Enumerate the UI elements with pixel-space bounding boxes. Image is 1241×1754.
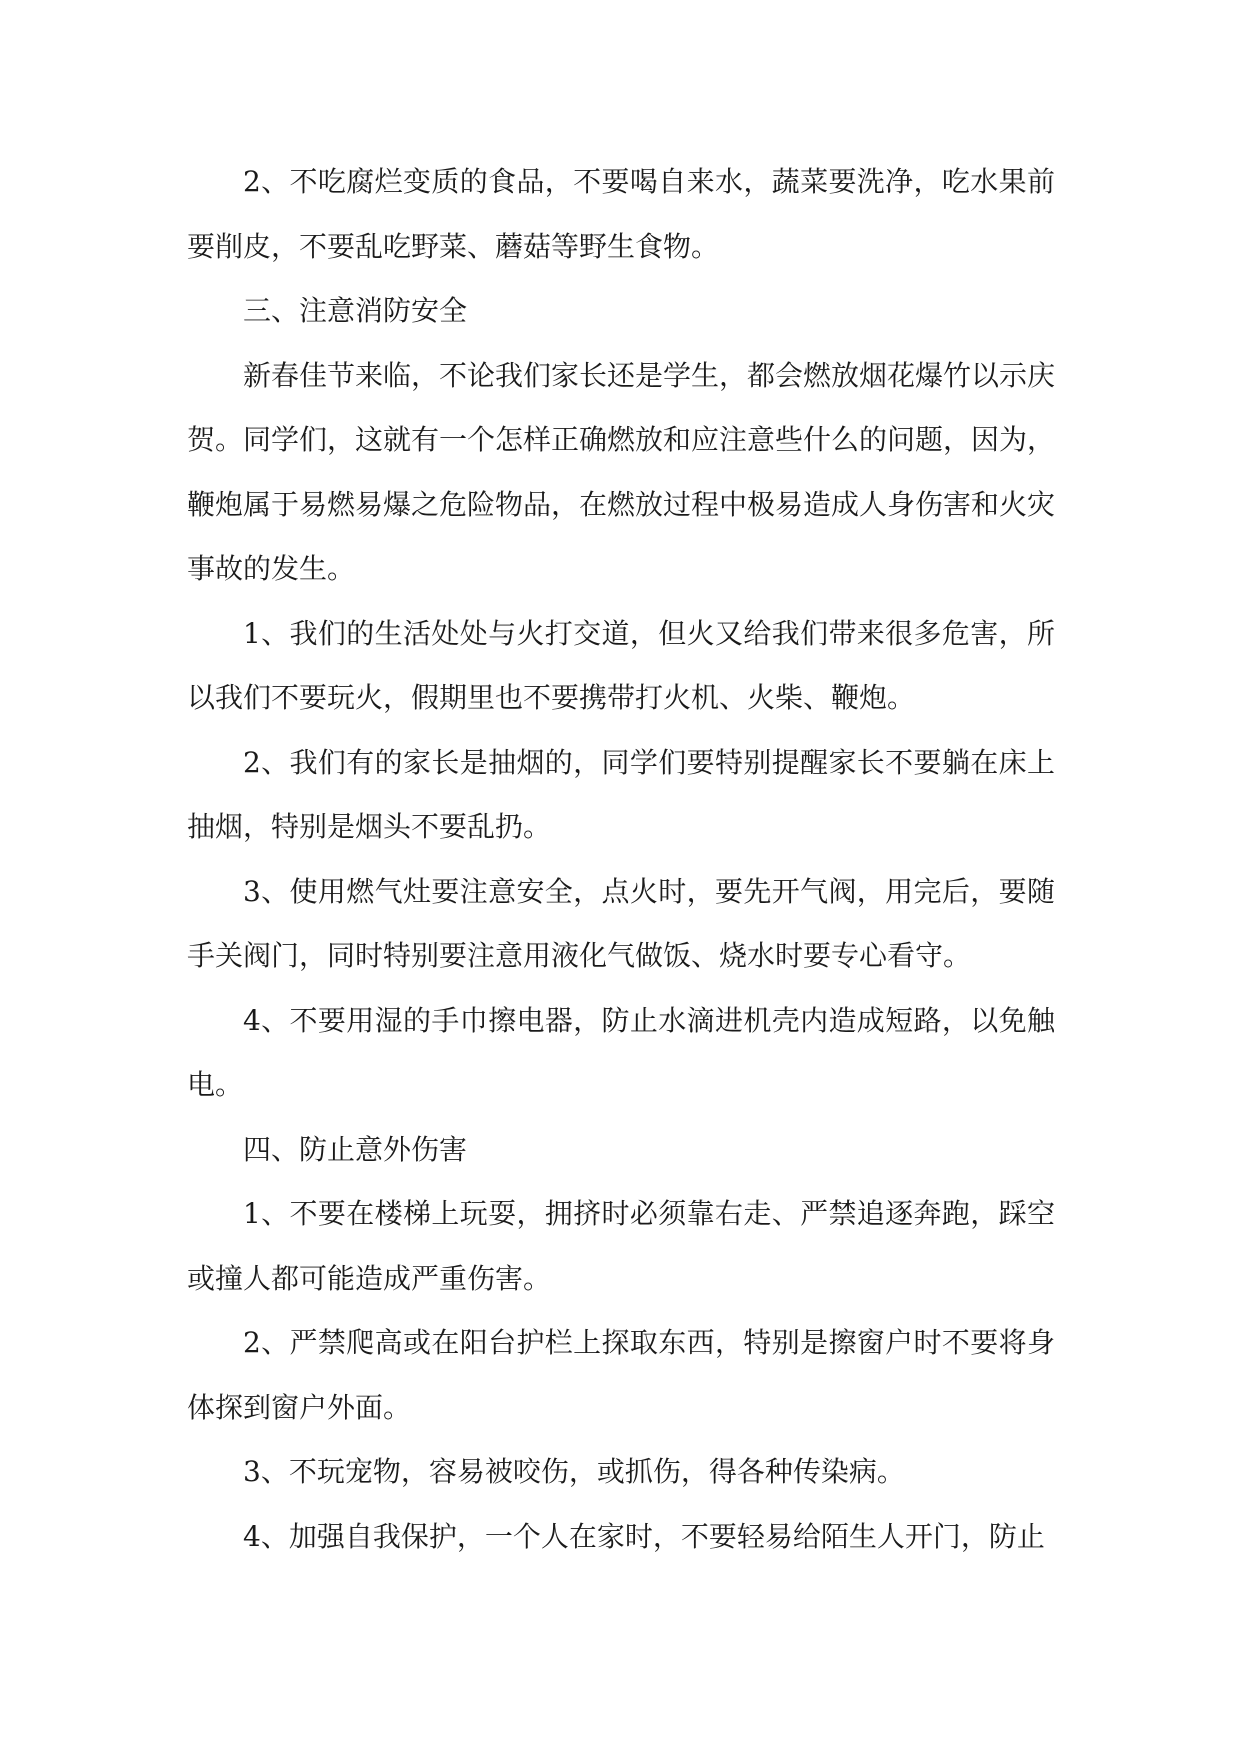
paragraph-accident-1: 1、不要在楼梯上玩耍，拥挤时必须靠右走、严禁追逐奔跑，踩空或撞人都可能造成严重伤害。 (187, 1197, 1055, 1295)
paragraph-fire-safety-intro: 新春佳节来临，不论我们家长还是学生，都会燃放烟花爆竹以示庆贺。同学们，这就有一个怎样正确燃放和应注意些什么的问题，因为，鞭炮属于易燃易爆之危险物品，在燃放过程中极易造成人身伤害和火灾事故的发生。 (187, 358, 1056, 585)
paragraph-fire-safety-3: 3、使用燃气灶要注意安全，点火时，要先开气阀，用完后，要随手关阀门，同时特别要注意用液化气做饭、烧水时要专心看守。 (187, 874, 1055, 972)
paragraph-accident-4: 4、加强自我保护，一个人在家时，不要轻易给陌生人开门，防止 (243, 1519, 1045, 1553)
section-heading-fire-safety: 三、注意消防安全 (243, 294, 468, 327)
paragraph-fire-safety-2: 2、我们有的家长是抽烟的，同学们要特别提醒家长不要躺在床上抽烟，特别是烟头不要乱扔。 (187, 745, 1055, 843)
paragraph-food-safety-2: 2、不吃腐烂变质的食品，不要喝自来水，蔬菜要洗净，吃水果前要削皮，不要乱吃野菜、蘑菇等野生食物。 (187, 165, 1055, 263)
section-heading-accident-prevention: 四、防止意外伤害 (243, 1132, 468, 1166)
paragraph-fire-safety-4: 4、不要用湿的手巾擦电器，防止水滴进机壳内造成短路，以免触电。 (187, 1003, 1055, 1101)
paragraph-fire-safety-1: 1、我们的生活处处与火打交道，但火又给我们带来很多危害，所以我们不要玩火，假期里也不要携带打火机、火柴、鞭炮。 (187, 616, 1055, 714)
paragraph-accident-3: 3、不玩宠物，容易被咬伤，或抓伤，得各种传染病。 (243, 1455, 905, 1488)
paragraph-accident-2: 2、严禁爬高或在阳台护栏上探取东西，特别是擦窗户时不要将身体探到窗户外面。 (187, 1326, 1055, 1424)
document-body (187, 150, 1055, 1569)
